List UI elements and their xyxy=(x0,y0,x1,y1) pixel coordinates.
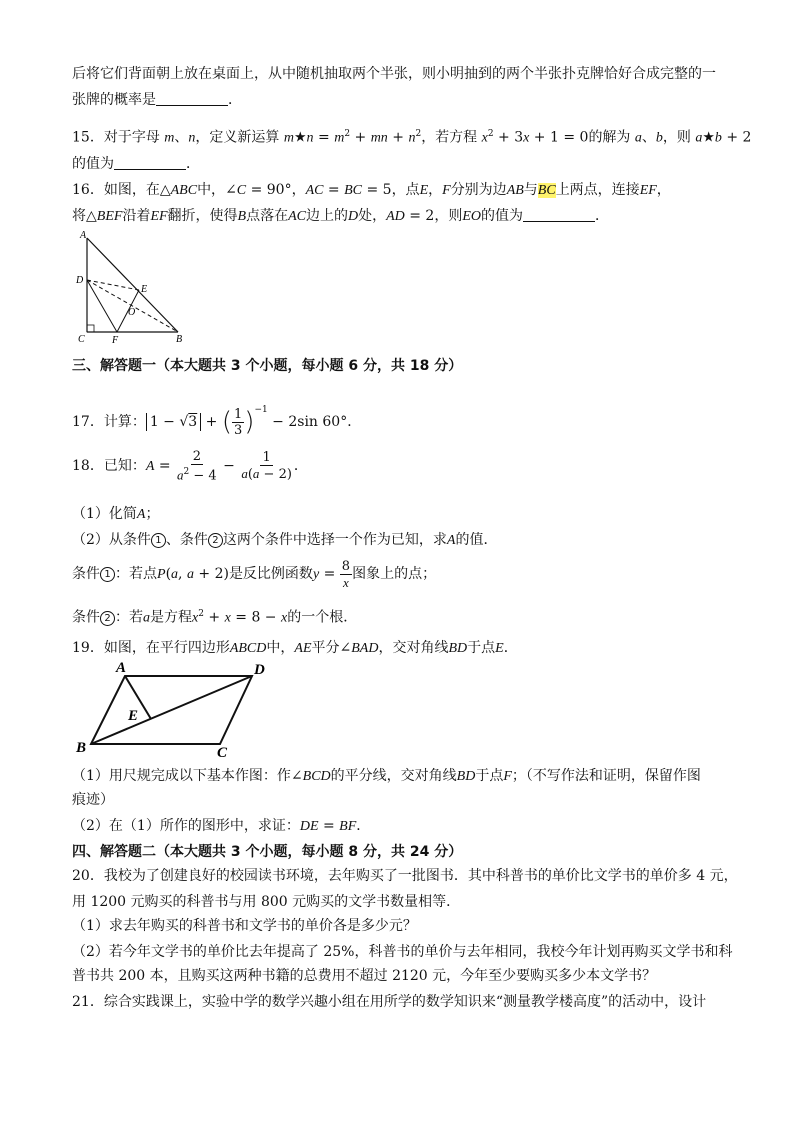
q18-line: 18．已知：A = $\frac{2}{a^2 - 4}$ − $\frac{1}{a(a - 2)}$ ． xyxy=(72,448,308,484)
q17-line: 17．计算： 1 − √3 + ( $\frac{1}{3}$ )$^{-1}$ − 2sin 60°． xyxy=(72,405,362,438)
label-f: F xyxy=(112,335,119,346)
q16-line1: 16．如图，在△ABC中，∠C = 90°，AC = BC = 5，点E，F分别为边AB与BC上两点，连接EF， xyxy=(72,182,671,198)
highlighted-bc: BC xyxy=(537,183,556,198)
circled-number: 1 xyxy=(100,567,115,582)
q19-part1: （1）用尺规完成以下基本作图：作∠BCD的平分线，交对角线BD于点F；（不写作法和证明，保留作图 xyxy=(72,768,701,784)
circled-number: 2 xyxy=(100,611,115,626)
label-o: O xyxy=(128,307,136,318)
q18-condition1: 条件 1 ：若点P(a, a + 2)是反比例函数y = $\frac{8}{x}$ 图象上的点； xyxy=(72,558,437,590)
q16-triangle-figure xyxy=(70,228,190,346)
label-e: E xyxy=(128,708,139,724)
label-c: C xyxy=(78,334,85,345)
q14-line2: 张牌的概率是 ． xyxy=(72,92,242,108)
q19-line1: 19．如图，在平行四边形ABCD中，AE平分∠BAD，交对角线BD于点E． xyxy=(72,640,518,656)
q20-line1: 20．我校为了创建良好的校园读书环境，去年购买了一批图书．其中科普书的单价比文学书的单价多 4 元， xyxy=(72,868,738,884)
q16-line2: 将△BEF沿着EF翻折，使得B点落在AC边上的D处，AD = 2，则EO的值为 ． xyxy=(72,208,610,224)
q19-part2: （2）在（1）所作的图形中，求证：DE = BF． xyxy=(72,818,371,834)
q15-line2: 的值为 ． xyxy=(72,156,200,172)
label-a: A xyxy=(80,230,87,241)
label-c: C xyxy=(217,745,228,760)
section4-heading: 四、解答题二（本大题共 3 个小题，每小题 8 分，共 24 分） xyxy=(72,844,463,860)
right-angle-mark xyxy=(87,325,94,332)
label-d: D xyxy=(254,662,265,678)
q18-part1: （1）化简A； xyxy=(72,506,160,522)
label-e: E xyxy=(141,284,148,295)
label-a: A xyxy=(116,660,127,676)
q20-part1: （1）求去年购买的科普书和文学书的单价各是多少元？ xyxy=(72,918,417,934)
circled-number: 2 xyxy=(208,533,223,548)
q15-line1: 15．对于字母 m、n，定义新运算 m★n = $m^2$ + mn + $n^2$，若方程 $x^2 + 3x + 1 = 0$的解为 a、b，则 a★b + 2 xyxy=(72,129,752,146)
answer-blank xyxy=(114,155,186,170)
q19-parallelogram-figure xyxy=(72,658,272,760)
answer-blank xyxy=(156,91,228,106)
segment-df xyxy=(87,280,117,332)
q20-part2: （2）若今年文学书的单价比去年提高了 25%，科普书的单价与去年相同，我校今年计划再购买文学书和科 xyxy=(72,944,733,960)
label-d: D xyxy=(76,275,84,286)
diagonal-bd xyxy=(91,676,252,744)
circled-number: 1 xyxy=(151,533,166,548)
q18-condition2: 条件 2 ：若a是方程$x^2 + x = 8 - x$的一个根． xyxy=(72,609,358,626)
q18-part2: （2）从条件 1 、条件 2 这两个条件中选择一个作为已知，求A的值． xyxy=(72,532,498,548)
q20-part2-line2: 普书共 200 本，且购买这两种书籍的总费用不超过 2120 元，今年至少要购买多少本文学书？ xyxy=(72,968,657,984)
segment-db xyxy=(87,280,178,332)
section3-heading: 三、解答题一（本大题共 3 个小题，每小题 6 分，共 18 分） xyxy=(72,358,463,374)
q21-line1: 21．综合实践课上，实验中学的数学兴趣小组在用所学的数学知识来“测量教学楼高度”的活动中，设计 xyxy=(72,994,707,1010)
answer-blank xyxy=(523,207,595,222)
q20-line2: 用 1200 元购买的科普书与用 800 元购买的文学书数量相等． xyxy=(72,894,461,910)
q19-part1-line2: 痕迹） xyxy=(72,792,114,808)
q14-line1: 后将它们背面朝上放在桌面上，从中随机抽取两个半张，则小明抽到的两个半张扑克牌恰好合成完整的一 xyxy=(72,66,716,82)
label-b: B xyxy=(76,740,87,756)
label-b: B xyxy=(176,334,183,345)
